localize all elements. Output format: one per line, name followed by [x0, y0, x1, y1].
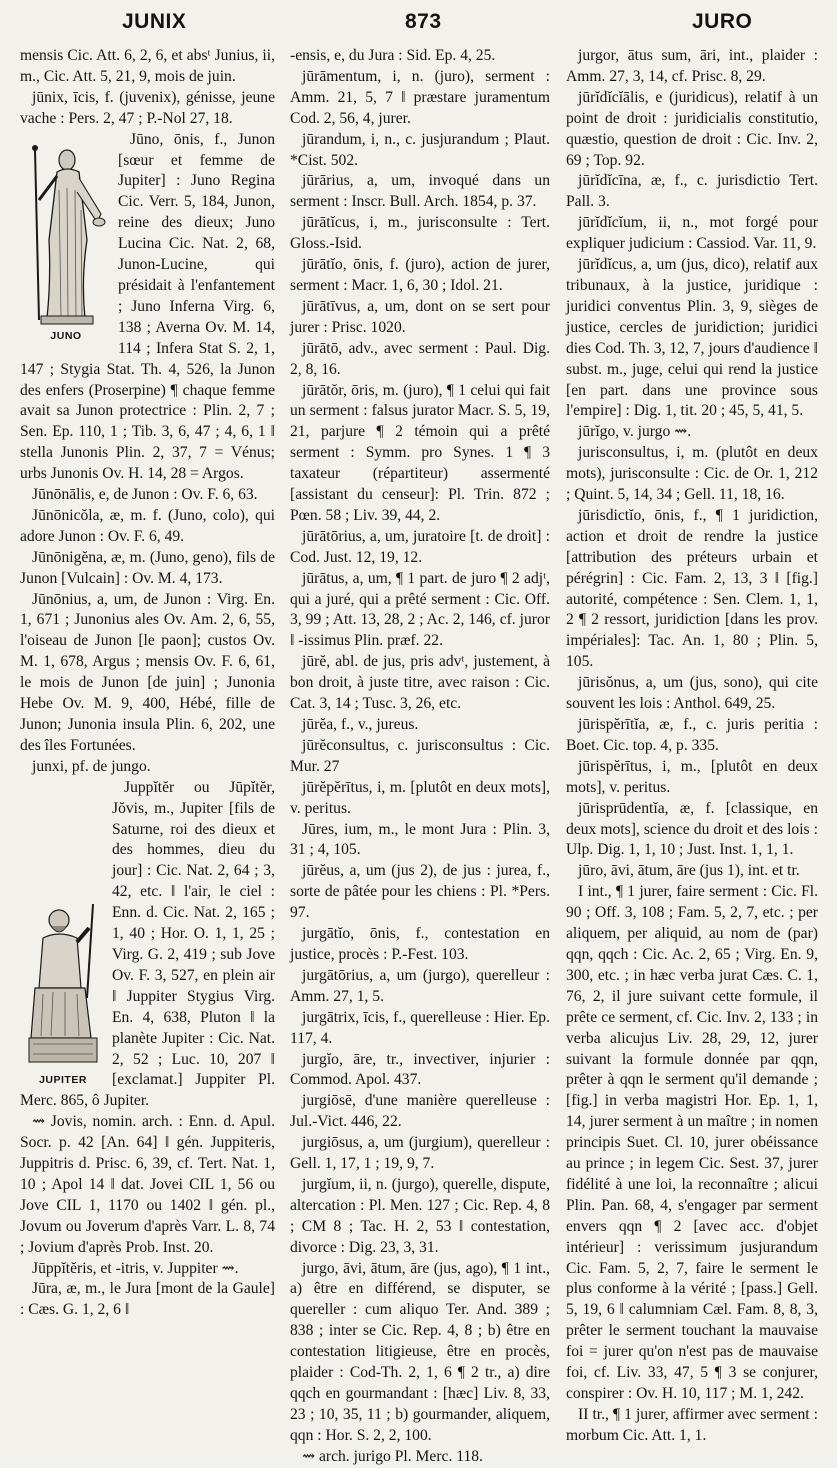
entry-junonicola: Jūnōnicŏla, æ, m. f. (Juno, colo), qui adore Junon : Ov. F. 6, 49. — [20, 506, 275, 545]
entry-jureperitus: jūrĕpĕrītus, i, m. [plutôt en deux mots], v. peritus. — [290, 778, 550, 817]
entry-juppiteris: Jūppĭtĕris, et -itris, v. Juppiter ⇝. — [32, 1259, 239, 1277]
entry-juraticus: jūrātĭcus, i, m., jurisconsulte : Tert. Gloss.-Isid. — [290, 214, 550, 253]
entry-jurato: jūrātō, adv., avec serment : Paul. Dig. 2, 8, 16. — [290, 339, 550, 378]
entry-juppiter: Juppĭtĕr ou Jūpĭtĕr, Jŏvis, m., Jupiter [fils de Saturne, roi des dieux et des hommes, dieu du jour] : Cic. Nat. 2, 64 ; 3, 42, etc. ‖ l'air, le ciel : Enn. d. Cic. Nat. 2, 165 ; 1, 40 ; Hor. O. 1, 1, 25 ; Virg. G. 2, 419 ; sub Jove Ov. F. 3, 527, en plein air ‖ Juppiter Stygius Virg. En. 4, 638, Pluton ‖ la planète Jupiter : Cic. Nat. 2, 52 ; Luc. 10, 207 ‖ [exclamat.] Juppiter Pl. Merc. 865, ô Jupiter. — [20, 778, 275, 1110]
entry-jurator: jūrātŏr, ōris, m. (juro), ¶ 1 celui qui fait un serment : falsus jurator Macr. S. 5, 19, 21, parjure ¶ 2 témoin qui a prêté serment : Symm. pro Synes. 1 ¶ 3 taxateur (répartiteur) assermenté [assistant du censeur]: Pl. Trin. 872 ; Pœn. 58 ; Liv. 39, 44, 2. — [290, 381, 550, 524]
entry-juppiter-arch: ⇝ Jovis, nomin. arch. : Enn. d. Apul. Socr. p. 42 [An. 64] ‖ gén. Juppiteris, Juppitris d. Prisc. 6, 39, cf. Tert. Nat. 1, 10 ; Apol 14 ‖ dat. Jovei CIL 1, 56 ou Jove CIL 1, 1170 ou 1402 ‖ gén. pl., Jovum ou Joverum d'après Varr. L. 8, 74 ; Jovium d'après Prob. Inst. 20. — [20, 1113, 275, 1256]
entry-jurisonus: jūrisŏnus, a, um (jus, sono), qui cite souvent les lois : Anthol. 649, 25. — [566, 674, 818, 713]
jupiter-caption: JUPITER — [39, 1073, 87, 1086]
jupiter-figure — [20, 898, 106, 1087]
entry-jurativus: jūrātīvus, a, um, dont on se sert pour jurer : Prisc. 1020. — [290, 297, 550, 336]
entry-jurgo-arch: ⇝ arch. jurigo Pl. Merc. 118. — [302, 1447, 483, 1465]
entry-jurgatrix: jurgātrix, īcis, f., querelleuse : Hier. Ep. 117, 4. — [290, 1008, 550, 1047]
entry-jurisconsultus: jurisconsultus, i, m. (plutôt en deux mots), jurisconsulte : Cic. de Or. 1, 212 ; Quint. 5, 14, 34 ; Gell. 11, 18, 16. — [566, 444, 818, 504]
page-header — [22, 10, 815, 40]
entry-continuation: -ensis, e, du Jura : Sid. Ep. 4, 25. — [290, 47, 496, 64]
entry-junonius: Jūnōnius, a, um, de Junon : Virg. En. 1, 671 ; Junonius ales Ov. Am. 2, 6, 55, l'oiseau de Junon [le paon]; custos Ov. M. 1, 678, Argus ; mensis Ov. F. 6, 61, le mois de Junon [de juin] ; Junonia Hebe Ov. M. 9, 400, Hébé, fille de Junon; Junonia insula Plin. 6, 202, une des îles Fortunées. — [20, 590, 275, 754]
entry-juno: Jūno, ōnis, f., Junon [sœur et femme de Jupiter] : Juno Regina Cic. Verr. 5, 184, Junon, reine des dieux; Juno Lucina Cic. Nat. 2, 68, Junon-Lucine, qui présidait à l'enfantement ; Juno Inferna Virg. 6, 138 ; Averna Ov. M. 14, 114 ; Infera Stat S. 2, 1, 147 ; Stygia Stat. Th. 4, 526, la Junon des enfers (Proserpine) ¶ chaque femme avait sa Junon protectrice : Plin. 2, 7 ; Sen. Ep. 110, 1 ; Tib. 3, 6, 47 ; 4, 6, 1 ‖ stella Junonis Plin. 2, 37, 7 = Vénus; urbs Junonis Ov. H. 14, 28 = Argos. — [20, 130, 275, 483]
entry-jurisprudentia: jūrisprūdentĭa, æ, f. [classique, en deux mots], science du droit et des lois : Ulp. Dig. 1, 1, 10 ; Just. Inst. 1, 1, 1. — [566, 799, 818, 859]
entry-jurigo: jūrĭgo, v. jurgo ⇝. — [578, 423, 692, 441]
entry-jurgatio: jurgātĭo, ōnis, f., contestation en justice, procès : P.-Fest. 103. — [290, 925, 550, 963]
entry-junxi: junxi, pf. de jungo. — [32, 757, 151, 775]
juno-statue-illustration — [21, 130, 111, 330]
entry-jura: Jūra, æ, m., le Jura [mont de la Gaule] : Cæs. G. 1, 2, 6 ‖ — [20, 1280, 275, 1319]
column-2 — [290, 46, 550, 1465]
entry-junonigena: Jūnōnigĕna, æ, m. (Juno, geno), fils de Junon [Vulcain] : Ov. M. 4, 173. — [20, 548, 275, 587]
entry-juro-intransitive: I int., ¶ 1 jurer, faire serment : Cic. Fl. 90 ; Off. 3, 108 ; Fam. 5, 2, 7, etc. ; per aliquem, per aliquid, au nom de (par) qqn, qqch : Cic. Ac. 2, 65 ; Virg. En. 9, 300, etc. ; in hæc verba jurat Cæs. C. 1, 76, 2, il jure suivant cette formule, il prête ce serment, cf. Cic. Inv. 2, 133 ; in verba alicujus Liv. 28, 29, 12, jurer suivant la formule donnée par qqn, prêter à qqn le serment qu'il demande ; [fig.] in verba magistri Hor. Ep. 1, 1, 14, jurer serment à un maître ; in nomen principis Suet. Cl. 10, jurer obéissance au prince ; in legem Cic. Sest. 37, jurer fidélité à une loi, la reconnaître ; alicui Plin. Pan. 68, 4, s'engager par serment envers qqn ¶ 2 [avec acc. d'objet intérieur] : verissimum jusjurandum Cic. Fam. 5, 2, 7, faire le serment le plus conforme à la vérité ; [pass.] Gell. 5, 19, 6 ‖ calumniam Cæl. Fam. 8, 8, 3, prêter le serment touchant la mauvaise foi = jurer qu'on n'est pas de mauvaise foi, cf. Liv. 33, 47, 5 ¶ 3 se conjurer, conspirer : Ov. H. 10, 117 ; M. 1, 242. — [566, 883, 818, 1402]
entry-jurgio: jurgĭo, āre, tr., invectiver, injurier : Commod. Apol. 437. — [290, 1050, 550, 1089]
page-number: 873 — [405, 10, 442, 33]
right-running-head: JURO — [692, 10, 753, 33]
column-1 — [20, 46, 275, 1346]
entry-jurgor: jurgor, ātus sum, āri, int., plaider : Amm. 27, 3, 14, cf. Prisc. 8, 29. — [566, 47, 818, 85]
entry-jurea: jūrĕa, f., v., jureus. — [302, 716, 419, 733]
entry-jureus: jūrĕus, a, um (jus 2), de jus : jurea, f., sorte de pâtée pour les chiens : Pl. *Pers. 97. — [290, 862, 550, 922]
entry-continuation: mensis Cic. Att. 6, 2, 6, et absᵗ Junius, ii, m., Cic. Att. 5, 21, 9, mois de juin. — [20, 47, 275, 85]
entry-juratio: jūrātĭo, ōnis, f. (juro), action de jurer, serment : Macr. 1, 6, 30 ; Idol. 21. — [290, 256, 550, 294]
entry-jurgiose: jurgiōsē, d'une manière querelleuse : Jul.-Vict. 446, 22. — [290, 1092, 550, 1131]
entry-jures: Jūres, ium, m., le mont Jura : Plin. 3, 31 ; 4, 105. — [290, 820, 550, 859]
juno-caption: JUNO — [50, 329, 82, 342]
entry-juridicialis: jūrĭdĭcĭālis, e (juridicus), relatif à un point de droit : juridicialis constitutio, quæstio, question de droit : Cic. Inv. 2, 69 ; Top. 92. — [566, 88, 818, 169]
entry-juridicina: jūrĭdĭcīna, æ, f., c. jurisdictio Tert. Pall. 3. — [566, 172, 818, 211]
entry-junonalis: Jūnōnālis, e, de Junon : Ov. F. 6, 63. — [32, 486, 258, 504]
entry-jure: jūrĕ, abl. de jus, pris advᵗ, justement, à bon droit, à juste titre, avec raison : Cic. Cat. 3, 14 ; Tusc. 3, 26, etc. — [290, 653, 550, 713]
entry-juro: jūro, āvi, ātum, āre (jus 1), int. et tr. — [578, 862, 800, 880]
entry-jurandum: jūrandum, i, n., c. jusjurandum ; Plaut. *Cist. 502. — [290, 130, 550, 169]
entry-juratus: jūrātus, a, um, ¶ 1 part. de juro ¶ 2 adjᵗ, qui a juré, qui a prêté serment : Cic. Off. 3, 99 ; Att. 13, 28, 2 ; Ac. 2, 146, cf. juror ‖ -issimus Plin. præf. 22. — [290, 569, 550, 650]
entry-junix: jūnix, īcis, f. (juvenix), génisse, jeune vache : Pers. 2, 47 ; P.-Nol 27, 18. — [20, 88, 275, 127]
entry-juro-transitive: II tr., ¶ 1 jurer, affirmer avec serment : morbum Cic. Att. 1, 1. — [566, 1405, 818, 1444]
column-3 — [566, 46, 818, 1444]
entry-jurgo: jurgo, āvi, ātum, āre (jus, ago), ¶ 1 int., a) être en différend, se disputer, se quereller : cum aliquo Ter. And. 389 ; 838 ; inter se Cic. Rep. 4, 8 ; b) être en contestation litigieuse, être en procès, plaider : Cod-Th. 2, 1, 6 ¶ 2 tr., a) dire qqch en gourmandant : [hæc] Liv. 8, 33, 23 ; 10, 35, 11 ; b) gourmander, aliquem, qqn : Hor. S. 2, 2, 100. — [290, 1259, 550, 1444]
entry-jurarius: jūrārius, a, um, invoqué dans un serment : Inscr. Bull. Arch. 1854, p. 37. — [290, 172, 550, 211]
jupiter-statue-illustration — [21, 898, 105, 1074]
entry-jurisperitus: jūrispĕrītus, i, m., [plutôt en deux mots], v. peritus. — [566, 757, 818, 796]
entry-juridicus: jūrĭdĭcus, a, um (jus, dico), relatif aux tribunaux, à la justice, juridique : juridici conventus Plin. 3, 9, sièges de justice, cercles de juridiction; juridici dies Cod. Th. 3, 12, 7, jours d'audience ‖ subst. m., juge, celui qui rend la justice [en part. dans une province sous l'empire] : Dig. 1, tit. 20 ; 45, 5, 41, 5. — [566, 256, 818, 420]
entry-juramentum: jūrāmentum, i, n. (juro), serment : Amm. 21, 5, 7 ‖ præstare juramentum Cod. 2, 56, 4, jurer. — [290, 67, 550, 127]
entry-jurisperitia: jūrispĕrītĭa, æ, f., c. juris peritia : Boet. Cic. top. 4, p. 335. — [566, 716, 818, 754]
entry-jureconsultus: jūrĕconsultus, c. jurisconsultus : Cic. Mur. 27 — [290, 736, 550, 775]
left-running-head: JUNIX — [122, 10, 187, 33]
entry-jurgatorius: jurgātōrius, a, um (jurgo), querelleur : Amm. 27, 1, 5. — [290, 966, 550, 1005]
entry-jurgiosus: jurgiōsus, a, um (jurgium), querelleur : Gell. 1, 17, 1 ; 19, 9, 7. — [290, 1134, 550, 1173]
entry-jurisdictio: jūrisdictĭo, ōnis, f., ¶ 1 juridiction, action et droit de rendre la justice [attribution des préteurs urbain et pérégrin] : Cic. Fam. 2, 13, 3 ‖ [fig.] autorité, compétence : Sen. Clem. 1, 1, 2 ¶ 2 ressort, juridiction [dans les prov. impériales]: Tac. An. 1, 80 ; Plin. 5, 105. — [566, 506, 818, 671]
entry-jurgium: jurgĭum, ii, n. (jurgo), querelle, dispute, altercation : Pl. Men. 127 ; Cic. Rep. 4, 8 ; CM 8 ; Tac. H. 2, 53 ‖ contestation, divorce : Dig. 23, 3, 31. — [290, 1175, 550, 1256]
entry-juratorius: jūrātōrius, a, um, juratoire [t. de droit] : Cod. Just. 12, 19, 12. — [290, 527, 550, 566]
juno-figure — [20, 130, 112, 343]
entry-juridicium: jūrĭdĭcĭum, ii, n., mot forgé pour expliquer judicium : Cassiod. Var. 11, 9. — [566, 214, 818, 253]
